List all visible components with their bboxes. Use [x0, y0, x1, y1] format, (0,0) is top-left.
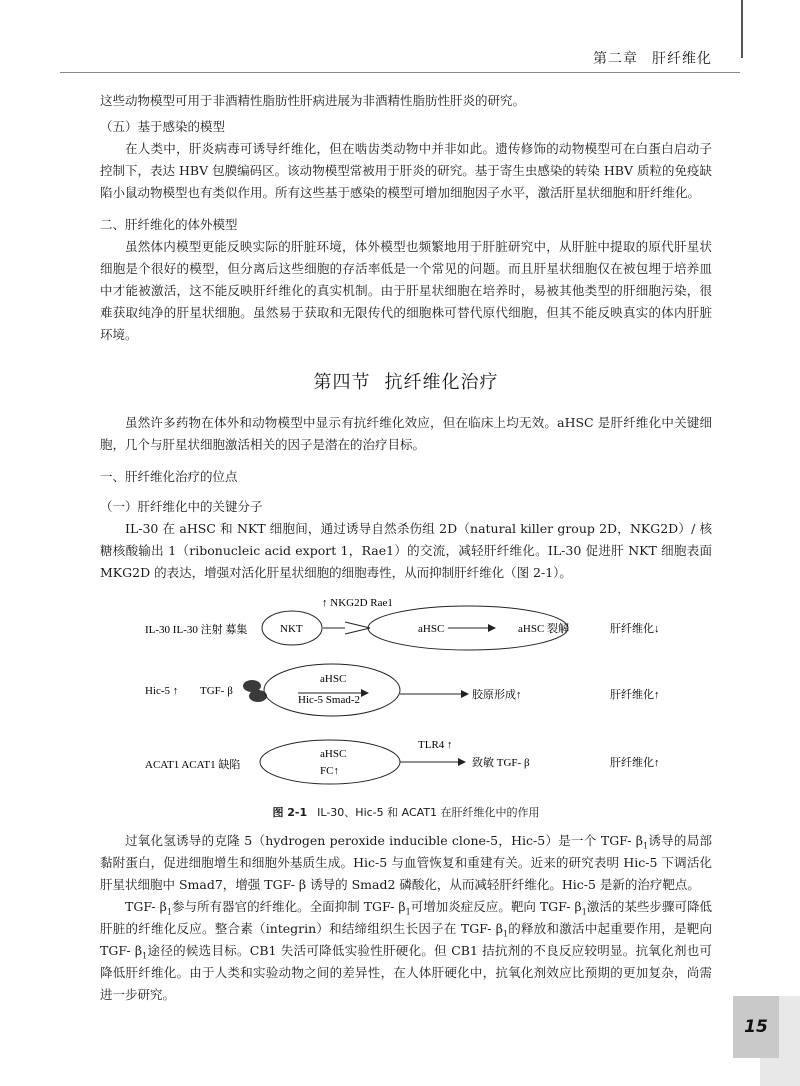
- key-molecules-heading: （一）肝纤维化中的关键分子: [100, 499, 263, 514]
- page-number: 15: [733, 996, 779, 1058]
- in-vitro-heading: 二、肝纤维化的体外模型: [100, 217, 238, 232]
- tgf-text-e: 的释放和激活中起重要作用，是靶向 TGF- β: [100, 921, 712, 958]
- row2-result: 肝纤维化↑: [610, 689, 660, 701]
- nkg2d-receptor-shape: [345, 622, 370, 634]
- header-vertical-rule: [741, 0, 743, 58]
- nkt-label: NKT: [280, 623, 303, 635]
- tlr4-label: TLR4 ↑: [418, 739, 453, 751]
- subscript-1: 1: [166, 907, 172, 917]
- figure-caption: [100, 802, 712, 824]
- tgf-text-f: 途径的候选目标。CB1 失活可降低实验性肝硬化。但 CB1 拮抗剂的不良反应较明显。抗氧化剂也可降低肝纤维化。由于人类和实验动物之间的差异性，在人体肝硬化中，抗氧化剂效应比预期的更加复杂，尚需进一步研究。: [100, 943, 713, 1002]
- hic5-text-b: 诱导的局部黏附蛋白，促进细胞增生和细胞外基质生成。Hic-5 与血管恢复和重建有关。近来的研究表明 Hic-5 下调活化肝星状细胞中 Smad7，增强 TGF- β 诱导的 Smad2 磷酸化，从而减轻肝纤维化。Hic-5 是新的治疗靶点。: [100, 833, 712, 892]
- ahsc-cell-row3: [260, 740, 400, 784]
- row3-result: 肝纤维化↑: [610, 757, 660, 769]
- ahsc-label-row1: aHSC: [418, 623, 445, 635]
- section-intro-paragraph: 虽然许多药物在体外和动物模型中显示有抗纤维化效应，但在临床上均无效。aHSC 是肝纤维化中关键细胞，几个与肝星状细胞激活相关的因子是潜在的治疗目标。: [100, 415, 712, 452]
- subscript-1: 1: [405, 907, 411, 917]
- tgf-text-d: 激活的某些步骤可降低肝脏的纤维化反应。整合素（integrin）和结缔组织生长因子在 TGF- β: [100, 899, 712, 936]
- in-vitro-paragraph: 虽然体内模型更能反映实际的肝脏环境，体外模型也频繁地用于肝脏研究中，从肝脏中提取的原代肝星状细胞是个很好的模型，但分离后这些细胞的存活率低是一个常见的问题。而且肝星状细胞仅在被包埋于培养皿中才能被激活，这不能反映肝纤维化的真实机制。由于肝星状细胞在培养时，易被其他类型的肝细胞污染，很难获取纯净的肝星状细胞。虽然易于获取和无限传代的细胞株可替代原代细胞，但其不能反映真实的体内肝脏环境。: [100, 239, 712, 342]
- tgf-text-a: TGF- β: [125, 899, 167, 914]
- row2-hic5-label: Hic-5 ↑: [145, 685, 179, 697]
- running-head: [593, 48, 712, 68]
- subscript-1: 1: [581, 907, 587, 917]
- subscript-1: 1: [643, 841, 649, 851]
- tgf-text-b: 参与所有器官的纤维化。全面抑制 TGF- β: [171, 899, 406, 914]
- ahsc-lysis-label: aHSC 裂解: [518, 623, 570, 635]
- section-number: 第四节: [313, 372, 371, 393]
- row3-acat1-label: ACAT1 ACAT1 缺陷: [145, 759, 241, 771]
- ahsc-label-row2: aHSC: [320, 673, 347, 685]
- fc-label: FC↑: [320, 765, 339, 777]
- ahsc-label-row3: aHSC: [320, 748, 347, 760]
- infection-model-heading: （五）基于感染的模型: [100, 119, 226, 134]
- hic5-text-a: 过氧化氢诱导的克隆 5（hydrogen peroxide inducible clone-5，Hic-5）是一个 TGF- β: [125, 833, 643, 848]
- hic5-paragraph: [100, 830, 712, 896]
- row1-result: 肝纤维化↓: [610, 623, 660, 635]
- subscript-1: 1: [502, 929, 509, 939]
- figure-caption-text: IL-30、Hic-5 和 ACAT1 在肝纤维化中的作用: [317, 806, 540, 819]
- section-name: 抗纤维化治疗: [384, 372, 499, 393]
- treatment-sites-heading: 一、肝纤维化治疗的位点: [100, 469, 238, 484]
- intro-paragraph: 这些动物模型可用于非酒精性脂肪性肝病进展为非酒精性脂肪性肝炎的研究。: [100, 93, 526, 108]
- subscript-1: 1: [142, 951, 148, 961]
- hic5-smad2-label: Hic-5 Smad-2: [298, 694, 361, 706]
- section-title: [100, 372, 712, 394]
- row1-il30-label: IL-30 IL-30 注射 募集: [145, 624, 248, 636]
- ahsc-cell-row2: [264, 664, 400, 716]
- chapter-title: 肝纤维化: [652, 51, 712, 67]
- figure-diagram: [100, 590, 712, 798]
- nkg2d-rae1-label: ↑ NKG2D Rae1: [322, 597, 393, 609]
- tgf-beta-paragraph: [100, 896, 712, 1006]
- infection-model-paragraph: 在人类中，肝炎病毒可诱导纤维化，但在啮齿类动物中并非如此。遗传修饰的动物模型可在白蛋白启动子控制下，表达 HBV 包膜编码区。该动物模型常被用于肝炎的研究。基于寄生虫感染的转染 HBV 质粒的免疫缺陷小鼠动物模型也有类似作用。所有这些基于感染的模型可增加细胞因子水平，激活肝星状细胞和肝纤维化。: [100, 141, 712, 200]
- sensitized-tgf-label: 致敏 TGF- β: [472, 757, 530, 769]
- key-molecules-paragraph: IL-30 在 aHSC 和 NKT 细胞间，通过诱导自然杀伤组 2D（natural killer group 2D，NKG2D）/ 核糖核酸输出 1（ribonucleic acid export 1，Rae1）的交流，减轻肝纤维化。IL-30 促进肝 NKT 细胞表面 MKG2D 的表达，增强对活化肝星状细胞的细胞毒性，从而抑制肝纤维化（图 2-1）。: [100, 521, 712, 580]
- tgf-text-c: 可增加炎症反应。靶向 TGF- β: [410, 899, 582, 914]
- row2-tgf-label: TGF- β: [200, 685, 233, 697]
- header-rule: [60, 72, 740, 73]
- collagen-formation-label: 胶原形成↑: [472, 689, 522, 701]
- page-body: [100, 90, 712, 1006]
- chapter-number: 第二章: [593, 51, 638, 67]
- figure-number: 图 2-1: [272, 806, 308, 819]
